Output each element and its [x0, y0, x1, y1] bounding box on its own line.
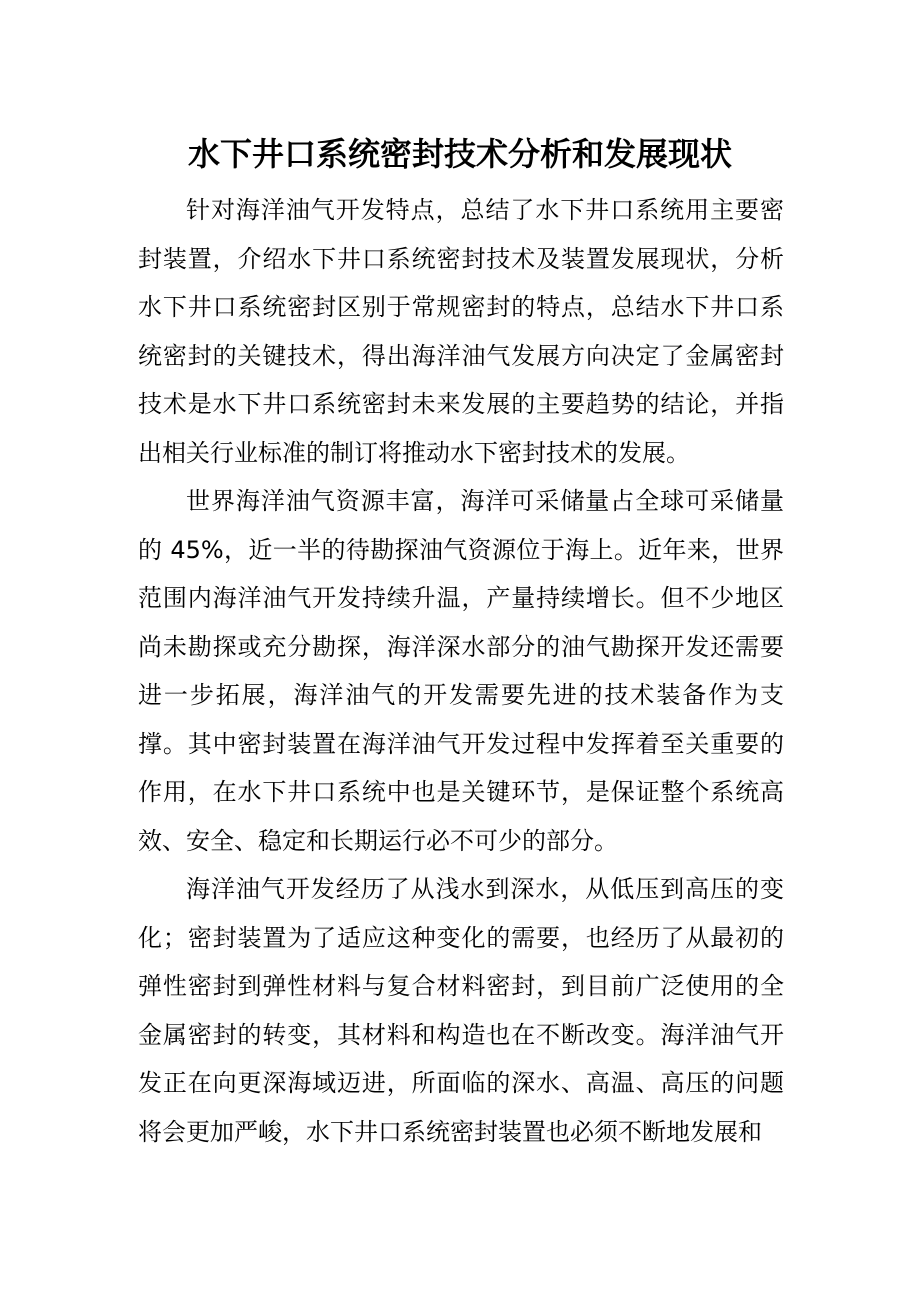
document-body: [138, 186, 784, 1156]
paragraph-background: 世界海洋油气资源丰富，海洋可采储量占全球可采储量的 45%，近一半的待勘探油气资源位于海上。近年来，世界范围内海洋油气开发持续升温，产量持续增长。但不少地区尚未勘探或充分勘探，海洋深水部分的油气勘探开发还需要进一步拓展，海洋油气的开发需要先进的技术装备作为支撑。其中密封装置在海洋油气开发过程中发挥着至关重要的作用，在水下井口系统中也是关键环节，是保证整个系统高效、安全、稳定和长期运行必不可少的部分。: [138, 487, 784, 855]
document-title: 水下井口系统密封技术分析和发展现状: [187, 135, 732, 173]
paragraph-development: 海洋油气开发经历了从浅水到深水，从低压到高压的变化；密封装置为了适应这种变化的需要，也经历了从最初的弹性密封到弹性材料与复合材料密封，到目前广泛使用的全金属密封的转变，其材料和构造也在不断改变。海洋油气开发正在向更深海域迈进，所面临的深水、高温、高压的问题将会更加严峻，水下井口系统密封装置也必须不断地发展和: [138, 875, 784, 1146]
paragraph-abstract: 针对海洋油气开发特点，总结了水下井口系统用主要密封装置，介绍水下井口系统密封技术及装置发展现状，分析水下井口系统密封区别于常规密封的特点，总结水下井口系统密封的关键技术，得出海洋油气发展方向决定了金属密封技术是水下井口系统密封未来发展的主要趋势的结论，并指出相关行业标准的制订将推动水下密封技术的发展。: [138, 196, 784, 467]
